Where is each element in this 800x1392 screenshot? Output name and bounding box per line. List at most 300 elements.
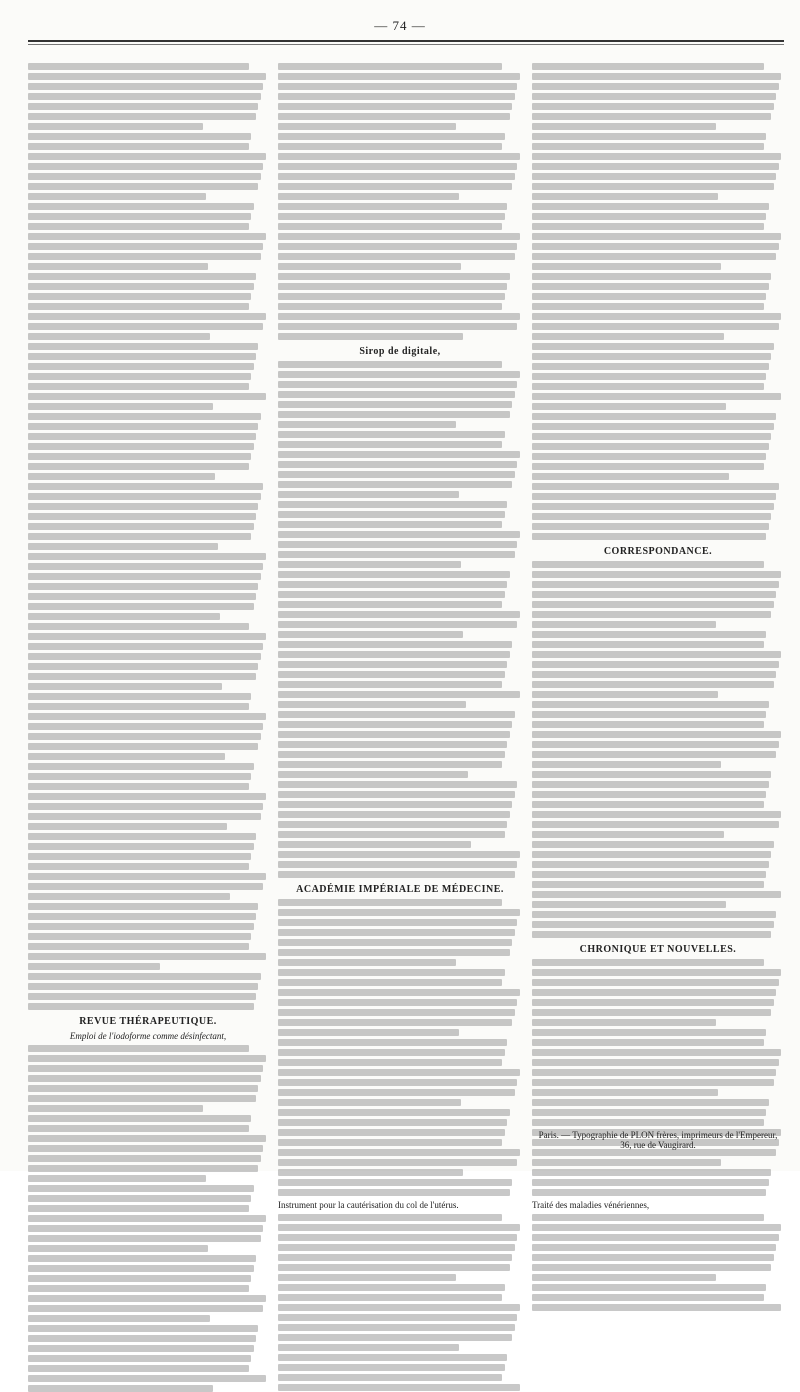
text-line [532, 73, 781, 80]
text-line [278, 153, 520, 160]
text-line [278, 1234, 517, 1241]
text-line [532, 133, 766, 140]
text-line [532, 921, 774, 928]
section-heading: ACADÉMIE IMPÉRIALE DE MÉDECINE. [296, 884, 504, 895]
text-line [28, 663, 258, 670]
text-line [28, 573, 261, 580]
text-line [28, 233, 266, 240]
text-line [28, 593, 256, 600]
text-line [532, 661, 779, 668]
text-line [28, 1065, 263, 1072]
text-line [278, 253, 515, 260]
text-line [28, 543, 218, 550]
text-line [28, 1385, 213, 1392]
text-line [278, 1324, 515, 1331]
text-line [278, 601, 502, 608]
text-line [532, 473, 729, 480]
text-line [28, 1185, 254, 1192]
text-line [532, 989, 776, 996]
text-line [28, 1195, 251, 1202]
text-line [28, 333, 210, 340]
text-line [278, 1009, 515, 1016]
text-line [532, 233, 781, 240]
text-line [532, 373, 766, 380]
text-line [278, 661, 507, 668]
text-line [278, 1079, 517, 1086]
text-line [532, 103, 774, 110]
text-line [28, 63, 249, 70]
text-line [532, 1304, 781, 1311]
text-line [28, 583, 258, 590]
text-line [278, 133, 505, 140]
text-line [532, 193, 718, 200]
text-line [28, 1165, 258, 1172]
text-line [532, 881, 764, 888]
text-line [278, 899, 502, 906]
text-line [28, 453, 251, 460]
text-line [28, 1375, 266, 1382]
text-line [28, 813, 261, 820]
text-line [532, 1169, 771, 1176]
text-line [28, 213, 251, 220]
column-3-text-c [532, 959, 784, 1196]
section-heading: CHRONIQUE ET NOUVELLES. [579, 944, 737, 955]
text-line [278, 223, 502, 230]
text-line [532, 113, 771, 120]
text-line [532, 143, 764, 150]
text-line [532, 303, 764, 310]
text-line [532, 213, 766, 220]
text-line [28, 1355, 251, 1362]
text-line [278, 273, 510, 280]
text-line [278, 1214, 502, 1221]
text-line [532, 293, 766, 300]
text-line [278, 1149, 520, 1156]
column-2-text-c [278, 899, 522, 1196]
text-line [532, 1069, 776, 1076]
text-line [278, 1169, 463, 1176]
text-line [28, 263, 208, 270]
text-line [278, 183, 512, 190]
text-line [28, 763, 254, 770]
text-line [28, 403, 213, 410]
article-title: Sirop de digitale, [359, 346, 441, 357]
text-line [28, 113, 256, 120]
text-line [28, 903, 258, 910]
text-line [278, 681, 502, 688]
text-line [28, 473, 215, 480]
text-line [28, 383, 249, 390]
text-line [28, 863, 249, 870]
text-line [28, 423, 258, 430]
text-line [532, 691, 718, 698]
text-line [28, 1265, 254, 1272]
text-line [278, 451, 520, 458]
column-1 [28, 60, 268, 1120]
text-line [532, 1244, 776, 1251]
text-line [28, 993, 256, 1000]
text-line [278, 391, 515, 398]
text-line [532, 483, 779, 490]
text-line [278, 851, 520, 858]
text-line [28, 173, 261, 180]
text-line [278, 243, 517, 250]
text-line [278, 143, 502, 150]
text-line [278, 461, 517, 468]
text-line [278, 83, 517, 90]
text-line [278, 909, 520, 916]
text-line [278, 1089, 515, 1096]
text-line [532, 1224, 781, 1231]
text-line [278, 93, 515, 100]
text-line [278, 571, 510, 578]
text-line [278, 303, 502, 310]
text-line [28, 1275, 251, 1282]
text-line [532, 453, 766, 460]
text-line [278, 361, 502, 368]
text-line [278, 501, 507, 508]
text-line [278, 401, 512, 408]
text-line [28, 553, 266, 560]
text-line [278, 1244, 515, 1251]
text-line [532, 621, 716, 628]
column-2-text-d [278, 1214, 522, 1391]
text-line [532, 63, 764, 70]
text-line [28, 783, 249, 790]
text-line [28, 183, 258, 190]
text-line [532, 273, 771, 280]
text-line [28, 433, 256, 440]
text-line [278, 1069, 520, 1076]
text-line [278, 481, 512, 488]
text-line [532, 771, 771, 778]
text-line [28, 643, 263, 650]
text-line [278, 949, 510, 956]
text-line [532, 979, 779, 986]
text-line [278, 381, 517, 388]
text-line [278, 113, 510, 120]
text-line [532, 781, 769, 788]
text-line [278, 313, 520, 320]
text-line [28, 1175, 206, 1182]
text-line [28, 153, 266, 160]
text-line [532, 263, 721, 270]
text-line [28, 193, 206, 200]
text-line [28, 243, 263, 250]
text-line [278, 1139, 502, 1146]
text-line [28, 893, 230, 900]
text-line [532, 1009, 771, 1016]
text-line [28, 1295, 266, 1302]
text-line [532, 253, 776, 260]
text-line [278, 1189, 510, 1196]
text-line [532, 841, 774, 848]
text-line [278, 491, 459, 498]
text-line [532, 741, 779, 748]
text-line [28, 703, 249, 710]
text-line [28, 603, 254, 610]
text-line [278, 801, 512, 808]
text-line [28, 253, 261, 260]
text-line [532, 1264, 771, 1271]
text-line [278, 861, 517, 868]
text-line [28, 353, 256, 360]
text-line [28, 933, 251, 940]
text-line [278, 1364, 505, 1371]
text-line [532, 1294, 764, 1301]
text-line [278, 1049, 505, 1056]
text-line [278, 1284, 505, 1291]
column-3-text-b [532, 561, 784, 938]
text-line [278, 1354, 507, 1361]
text-line [278, 999, 517, 1006]
text-line [532, 751, 776, 758]
text-line [532, 821, 779, 828]
text-line [278, 521, 502, 528]
text-line [278, 989, 520, 996]
text-line [278, 421, 456, 428]
text-line [278, 721, 512, 728]
text-line [532, 83, 779, 90]
text-line [532, 463, 764, 470]
text-line [278, 821, 507, 828]
text-line [532, 871, 766, 878]
text-line [532, 1099, 769, 1106]
text-line [278, 163, 517, 170]
text-line [278, 1059, 502, 1066]
text-line [278, 701, 466, 708]
text-line [28, 1285, 249, 1292]
text-line [278, 1304, 520, 1311]
text-line [278, 1224, 520, 1231]
text-line [532, 931, 771, 938]
text-line [278, 1029, 459, 1036]
text-line [28, 713, 266, 720]
text-line [532, 383, 764, 390]
text-line [28, 143, 249, 150]
text-line [532, 811, 781, 818]
text-line [278, 73, 520, 80]
article-title: Emploi de l'iodoforme comme désinfectant, [69, 1031, 227, 1041]
text-line [28, 373, 251, 380]
text-line [278, 841, 471, 848]
text-line [278, 551, 515, 558]
text-line [28, 923, 254, 930]
text-line [28, 283, 254, 290]
text-line [532, 1189, 766, 1196]
text-line [28, 853, 251, 860]
text-line [532, 801, 764, 808]
text-line [532, 1079, 774, 1086]
text-line [278, 771, 468, 778]
top-rule-thin [28, 44, 784, 45]
text-line [28, 483, 263, 490]
text-line [278, 1039, 507, 1046]
text-line [28, 1335, 256, 1342]
text-line [532, 611, 771, 618]
text-line [278, 1254, 512, 1261]
column-1-text-top [28, 63, 268, 1010]
text-line [28, 343, 258, 350]
section-heading: CORRESPONDANCE. [603, 546, 713, 557]
text-line [532, 1284, 766, 1291]
text-line [532, 731, 781, 738]
text-line [28, 303, 249, 310]
text-line [28, 1095, 256, 1102]
text-line [28, 1325, 258, 1332]
text-line [532, 513, 771, 520]
text-line [532, 1179, 769, 1186]
text-line [28, 73, 266, 80]
text-line [278, 203, 507, 210]
text-line [28, 223, 249, 230]
text-line [278, 1099, 461, 1106]
text-line [28, 803, 263, 810]
text-line [28, 103, 258, 110]
text-line [532, 333, 724, 340]
text-line [532, 959, 764, 966]
text-line [28, 1075, 261, 1082]
text-line [28, 963, 160, 970]
text-line [532, 123, 716, 130]
text-line [28, 823, 227, 830]
text-line [532, 791, 766, 798]
text-line [28, 843, 254, 850]
text-line [278, 871, 515, 878]
text-line [532, 721, 764, 728]
text-line [28, 503, 258, 510]
text-line [532, 1109, 766, 1116]
text-line [28, 273, 256, 280]
text-line [278, 751, 505, 758]
text-line [278, 791, 515, 798]
printer-imprint: Paris. — Typographie de PLON frères, imprimeurs de l'Empereur, 36, rue de Vaugirard. [538, 1130, 778, 1150]
text-line [278, 711, 515, 718]
text-line [532, 631, 766, 638]
text-line [28, 1365, 249, 1372]
text-line [28, 613, 220, 620]
text-line [28, 693, 251, 700]
text-line [532, 443, 769, 450]
column-3-text-d [532, 1214, 784, 1311]
text-line [28, 293, 251, 300]
text-line [532, 343, 774, 350]
text-line [278, 1159, 517, 1166]
text-line [28, 413, 261, 420]
text-line [28, 743, 258, 750]
text-line [532, 999, 774, 1006]
text-line [532, 503, 774, 510]
text-line [278, 631, 463, 638]
text-line [28, 563, 263, 570]
text-line [278, 441, 502, 448]
text-line [532, 591, 776, 598]
text-line [278, 741, 507, 748]
text-line [28, 1345, 254, 1352]
text-line [28, 943, 249, 950]
text-line [278, 411, 510, 418]
text-line [28, 203, 254, 210]
text-line [28, 623, 249, 630]
text-line [28, 493, 261, 500]
text-line [28, 123, 203, 130]
text-line [278, 531, 520, 538]
text-line [532, 493, 776, 500]
text-line [28, 883, 263, 890]
text-line [28, 1135, 266, 1142]
text-line [28, 723, 263, 730]
text-line [278, 1294, 502, 1301]
text-line [532, 153, 781, 160]
text-line [278, 1019, 512, 1026]
text-line [28, 1125, 249, 1132]
text-line [532, 353, 771, 360]
text-line [278, 651, 510, 658]
text-line [278, 511, 505, 518]
text-line [28, 1115, 251, 1122]
text-line [28, 1085, 258, 1092]
text-line [278, 333, 463, 340]
text-line [28, 443, 254, 450]
text-line [532, 323, 779, 330]
text-line [278, 969, 505, 976]
top-rule [28, 40, 784, 42]
text-line [532, 851, 771, 858]
text-line [532, 533, 766, 540]
text-line [28, 83, 263, 90]
text-line [278, 621, 517, 628]
text-line [532, 163, 779, 170]
text-line [278, 959, 456, 966]
text-line [532, 681, 774, 688]
text-line [278, 919, 517, 926]
text-line [532, 183, 774, 190]
text-line [532, 1059, 779, 1066]
text-line [532, 523, 769, 530]
text-line [532, 861, 769, 868]
text-line [28, 793, 266, 800]
text-line [278, 263, 461, 270]
section-heading: REVUE THÉRAPEUTIQUE. [79, 1016, 217, 1027]
article-title: Traité des maladies vénériennes, [532, 1200, 650, 1210]
text-line [532, 313, 781, 320]
column-2-text-b [278, 361, 522, 878]
text-line [532, 761, 721, 768]
column-2 [278, 60, 522, 1210]
text-line [278, 641, 512, 648]
text-line [278, 123, 456, 130]
text-line [28, 653, 261, 660]
text-line [28, 1245, 208, 1252]
text-line [28, 1205, 249, 1212]
text-line [278, 1119, 507, 1126]
text-line [28, 1105, 203, 1112]
text-line [278, 1274, 456, 1281]
text-line [278, 1344, 459, 1351]
text-line [28, 1145, 263, 1152]
text-line [278, 929, 515, 936]
text-line [28, 523, 254, 530]
text-line [278, 581, 507, 588]
text-line [278, 63, 502, 70]
text-line [532, 403, 726, 410]
text-line [28, 513, 256, 520]
text-line [532, 173, 776, 180]
text-line [278, 731, 510, 738]
text-line [278, 541, 517, 548]
text-line [278, 1179, 512, 1186]
column-2-text-a [278, 63, 522, 340]
